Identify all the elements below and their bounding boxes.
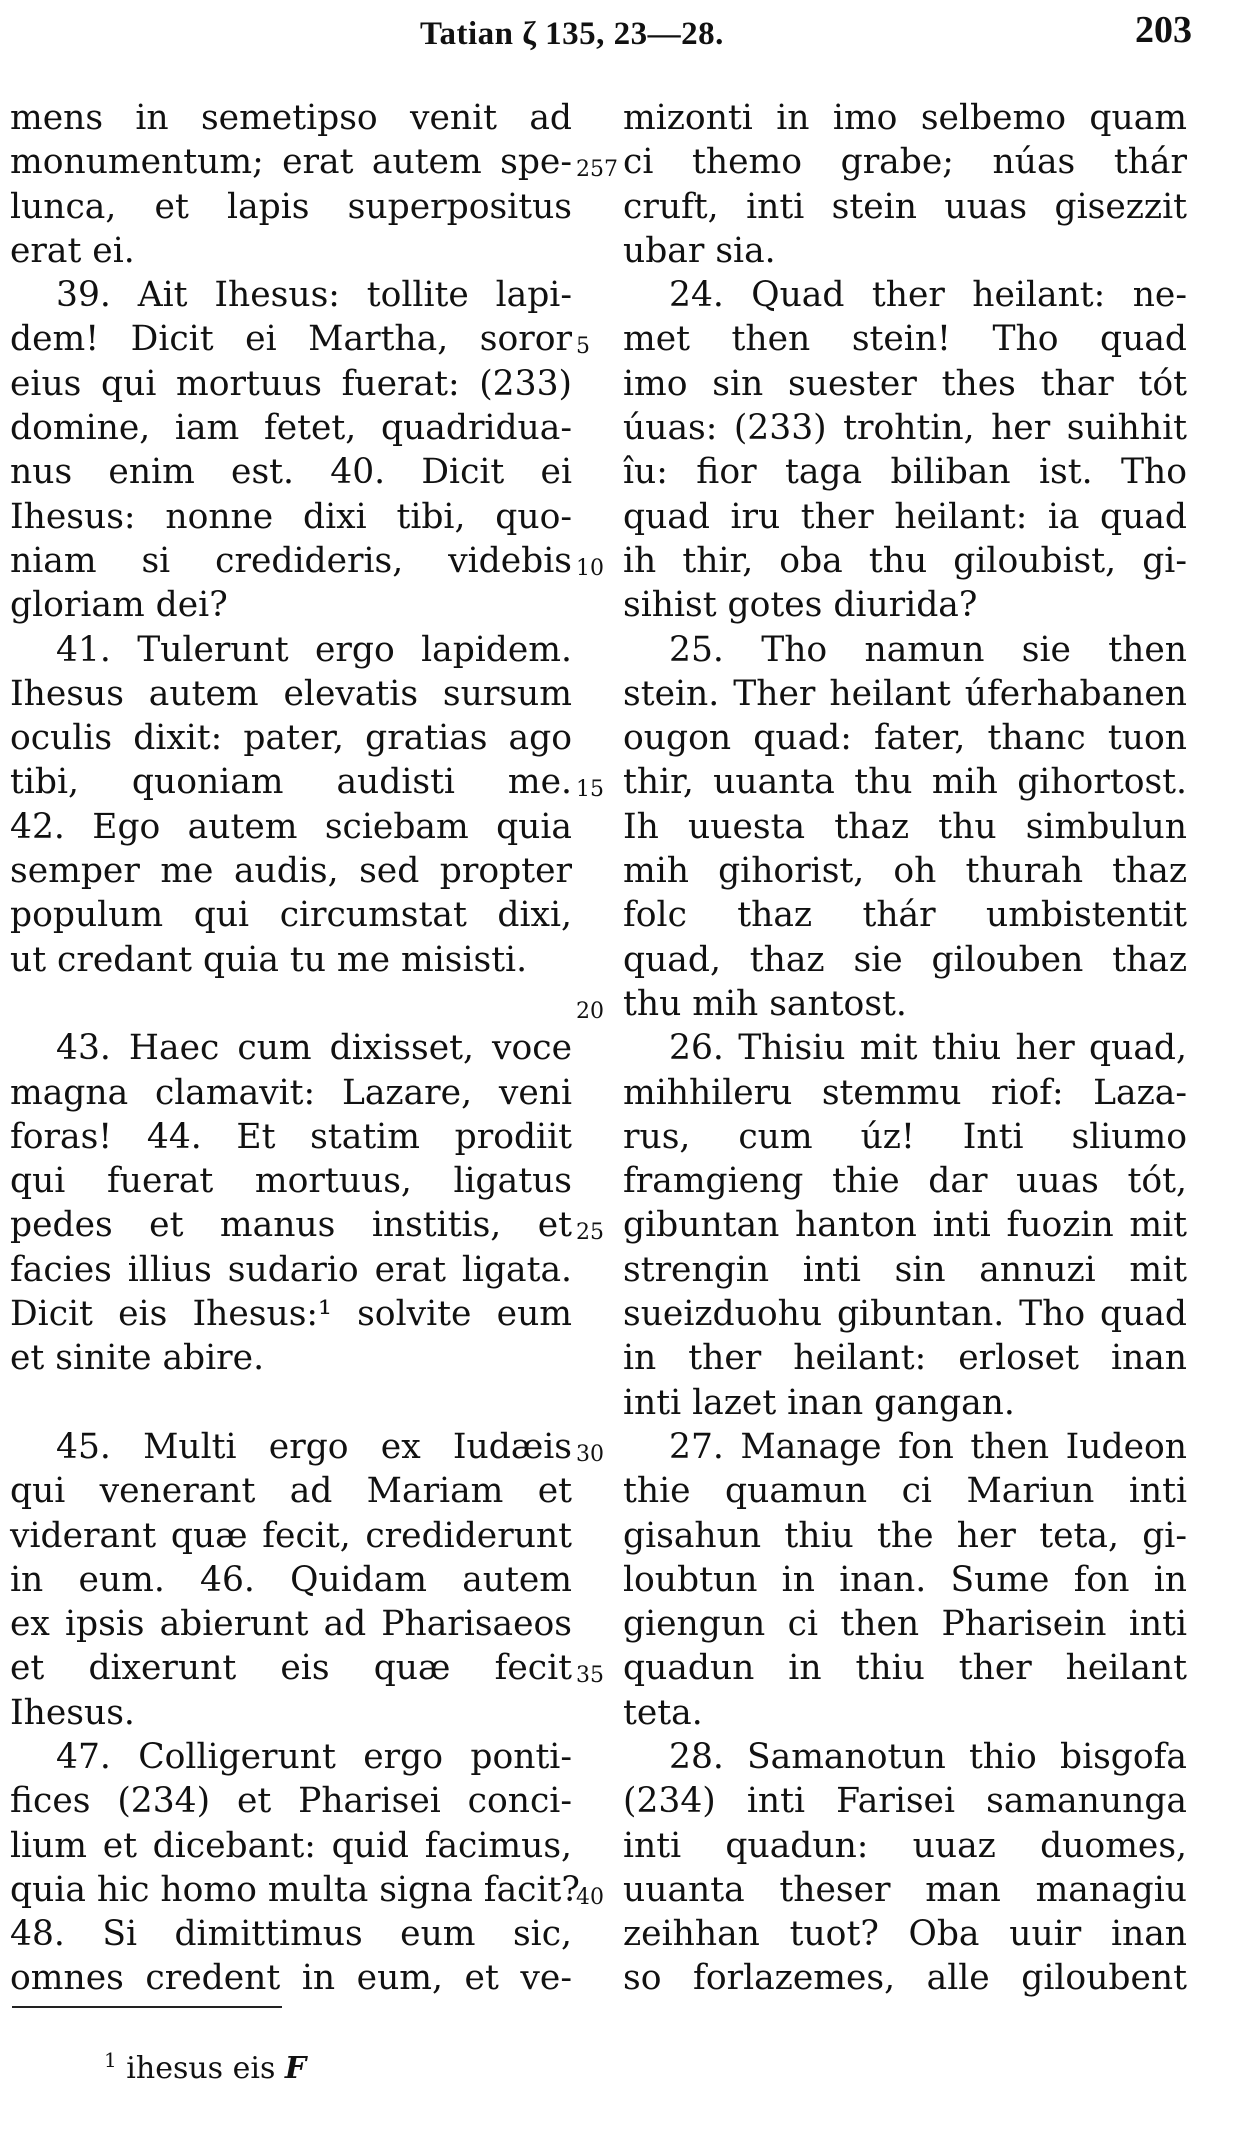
- footnote: [104, 2048, 306, 2086]
- ohg-line: îu: fior taga biliban ist. Tho: [623, 452, 1187, 493]
- ohg-line: úuas: (233) trohtin, her suihhit: [623, 408, 1187, 449]
- latin-line: monumentum; erat autem spe-: [10, 142, 572, 183]
- footnote-marker: 1: [104, 2048, 117, 2072]
- latin-line: 43. Haec cum dixisset, voce: [56, 1028, 572, 1069]
- latin-line: Ihesus autem elevatis sursum: [10, 673, 572, 714]
- line-number: 10: [576, 555, 604, 581]
- ohg-line: ci themo grabe; núas thár: [623, 142, 1187, 183]
- ohg-line: quad, thaz sie gilouben thaz: [623, 939, 1187, 980]
- latin-line: nus enim est. 40. Dicit ei: [10, 452, 572, 493]
- ohg-line: sihist gotes diurida?: [623, 585, 978, 626]
- page-header: [0, 8, 1244, 68]
- ohg-line: loubtun in inan. Sume fon in: [623, 1559, 1187, 1600]
- ohg-line: thu mih santost.: [623, 983, 907, 1024]
- latin-line: qui venerant ad Mariam et: [10, 1471, 572, 1512]
- latin-line: lium et dicebant: quid facimus,: [10, 1825, 572, 1866]
- ohg-line: giengun ci then Pharisein inti: [623, 1604, 1187, 1645]
- old-high-german-column: [623, 96, 1187, 2001]
- latin-line: pedes et manus institis, et: [10, 1205, 572, 1246]
- latin-line: 45. Multi ergo ex Iudæis: [56, 1426, 572, 1467]
- ohg-line: uuanta theser man managiu: [623, 1869, 1187, 1910]
- ohg-line: mihhileru stemmu riof: Laza-: [623, 1072, 1187, 1113]
- paragraph-gap: [10, 982, 572, 1026]
- latin-line: 42. Ego autem sciebam quia: [10, 806, 572, 847]
- footnote-siglum: F: [284, 2051, 307, 2086]
- footnote-text: ihesus eis: [126, 2051, 276, 2086]
- latin-line: 41. Tulerunt ergo lapidem.: [56, 629, 572, 670]
- ohg-line: sueizduohu gibuntan. Tho quad: [623, 1294, 1187, 1335]
- latin-line: et dixerunt eis quæ fecit: [10, 1648, 572, 1689]
- line-number: 5: [576, 334, 590, 360]
- line-number: 20: [576, 998, 604, 1024]
- latin-line: eius qui mortuus fuerat: (233): [10, 363, 572, 404]
- latin-line: magna clamavit: Lazare, veni: [10, 1072, 572, 1113]
- latin-line: 39. Ait Ihesus: tollite lapi-: [56, 275, 572, 316]
- ohg-line: thie quamun ci Mariun inti: [623, 1471, 1187, 1512]
- line-number: 35: [576, 1663, 604, 1689]
- latin-line: mens in semetipso venit ad: [10, 98, 572, 138]
- latin-line: Ihesus: nonne dixi tibi, quo-: [10, 496, 572, 537]
- latin-line: Dicit eis Ihesus:¹ solvite eum: [10, 1294, 572, 1335]
- ohg-line: rus, cum úz! Inti sliumo: [623, 1116, 1187, 1157]
- ohg-line: thir, uuanta thu mih gihortost.: [623, 762, 1187, 803]
- latin-line: qui fuerat mortuus, ligatus: [10, 1161, 572, 1202]
- ohg-line: 26. Thisiu mit thiu her quad,: [669, 1028, 1187, 1069]
- latin-line: Ihesus.: [10, 1692, 135, 1733]
- ohg-line: gibuntan hanton inti fuozin mit: [623, 1205, 1187, 1246]
- ohg-line: mih gihorist, oh thurah thaz: [623, 851, 1187, 892]
- latin-line: ex ipsis abierunt ad Pharisaeos: [10, 1604, 572, 1645]
- ohg-line: Ih uuesta thaz thu simbulun: [623, 806, 1187, 847]
- ohg-line: met then stein! Tho quad: [623, 319, 1187, 360]
- latin-column: [10, 96, 580, 2001]
- latin-line: 48. Si dimittimus eum sic,: [10, 1914, 572, 1955]
- ohg-line: inti lazet inan gangan.: [623, 1382, 1015, 1423]
- ohg-line: 27. Manage fon then Iudeon: [669, 1426, 1187, 1467]
- latin-line: ut credant quia tu me misisti.: [10, 939, 528, 980]
- ohg-line: zeihhan tuot? Oba uuir inan: [623, 1914, 1187, 1955]
- ohg-line: 28. Samanotun thio bisgofa: [669, 1736, 1187, 1777]
- ohg-line: strengin inti sin annuzi mit: [623, 1249, 1187, 1290]
- ohg-line: folc thaz thár umbistentit: [623, 895, 1187, 936]
- line-number-column: [576, 96, 622, 1912]
- latin-line: in eum. 46. Quidam autem: [10, 1559, 572, 1600]
- ohg-line: mizonti in imo selbemo quam: [623, 98, 1187, 138]
- line-number: 257: [576, 157, 618, 183]
- latin-line: dem! Dicit ei Martha, soror: [10, 319, 572, 360]
- ohg-line: cruft, inti stein uuas gisezzit: [623, 186, 1187, 227]
- ohg-line: inti quadun: uuaz duomes,: [623, 1825, 1187, 1866]
- ohg-line: stein. Ther heilant úferhabanen: [623, 673, 1187, 714]
- paragraph-gap: [10, 1381, 572, 1425]
- latin-line: 47. Colligerunt ergo ponti-: [56, 1736, 572, 1777]
- ohg-line: 24. Quad ther heilant: ne-: [669, 275, 1187, 316]
- ohg-line: quad iru ther heilant: ia quad: [623, 496, 1187, 537]
- running-head: Tatian ζ 135, 23—28.: [420, 16, 724, 52]
- ohg-line: (234) inti Farisei samanunga: [623, 1781, 1187, 1822]
- latin-line: niam si credideris, videbis: [10, 540, 572, 581]
- latin-line: foras! 44. Et statim prodiit: [10, 1116, 572, 1157]
- ohg-line: so forlazemes, alle giloubent: [623, 1958, 1187, 1999]
- ohg-line: 25. Tho namun sie then: [669, 629, 1187, 670]
- ohg-line: in ther heilant: erloset inan: [623, 1338, 1187, 1379]
- line-number: 25: [576, 1220, 604, 1246]
- ohg-line: ih thir, oba thu giloubist, gi-: [623, 540, 1187, 581]
- ohg-line: gisahun thiu the her teta, gi-: [623, 1515, 1187, 1556]
- line-number: 30: [576, 1441, 604, 1467]
- page-number: 203: [1135, 9, 1192, 51]
- ohg-line: quadun in thiu ther heilant: [623, 1648, 1187, 1689]
- ohg-line: framgieng thie dar uuas tót,: [623, 1161, 1187, 1202]
- latin-line: et sinite abire.: [10, 1338, 265, 1379]
- latin-line: erat ei.: [10, 230, 135, 271]
- ohg-line: teta.: [623, 1692, 703, 1733]
- latin-line: tibi, quoniam audisti me.: [10, 762, 572, 803]
- latin-line: gloriam dei?: [10, 585, 228, 626]
- ohg-line: imo sin suester thes thar tót: [623, 363, 1187, 404]
- latin-line: fices (234) et Pharisei conci-: [10, 1781, 572, 1822]
- latin-line: quia hic homo multa signa facit?: [10, 1869, 580, 1910]
- footnote-rule: [12, 2006, 282, 2008]
- latin-line: domine, iam fetet, quadridua-: [10, 408, 572, 449]
- latin-line: facies illius sudario erat ligata.: [10, 1249, 572, 1290]
- latin-line: semper me audis, sed propter: [10, 851, 572, 892]
- latin-line: viderant quæ fecit, crediderunt: [10, 1515, 572, 1556]
- line-number: 15: [576, 777, 604, 803]
- latin-line: oculis dixit: pater, gratias ago: [10, 718, 572, 759]
- ohg-line: ougon quad: fater, thanc tuon: [623, 718, 1187, 759]
- latin-line: omnes credent in eum, et ve-: [10, 1958, 572, 1999]
- line-number: 40: [576, 1884, 604, 1910]
- latin-line: lunca, et lapis superpositus: [10, 186, 572, 227]
- latin-line: populum qui circumstat dixi,: [10, 895, 572, 936]
- ohg-line: ubar sia.: [623, 230, 776, 271]
